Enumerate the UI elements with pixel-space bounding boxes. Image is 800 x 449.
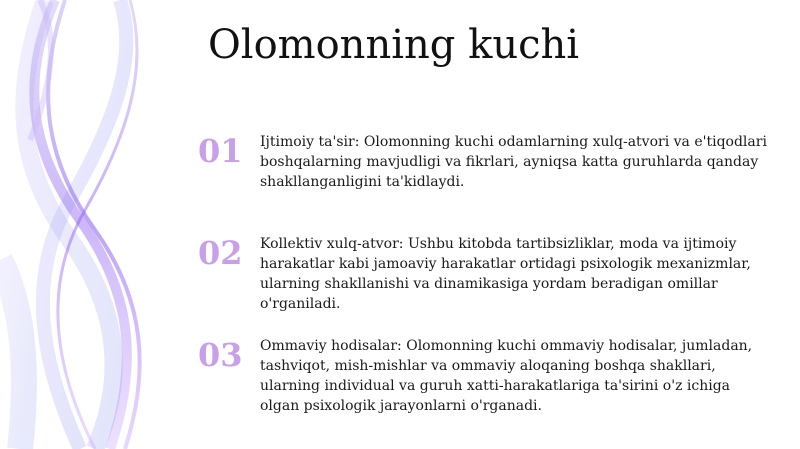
item-text: Kollektiv xulq-atvor: Ushbu kitobda tartibsizliklar, moda va ijtimoiy harakatlar kabi jamoaviy harakatlar ortidagi psixologik mexanizmlar, ularning shakllanishi va dinamikasiga yordam beradigan omillar o'rganiladi. xyxy=(260,236,751,312)
slide-title: Olomonning kuchi xyxy=(208,22,580,68)
item-number: 01 xyxy=(198,132,243,170)
item-number: 03 xyxy=(198,336,243,374)
decorative-wave-ribbon xyxy=(0,0,190,449)
item-text: Ijtimoiy ta'sir: Olomonning kuchi odamlarning xulq-atvori va e'tiqodlari boshqalarning mavjudligi va fikrlari, ayniqsa katta guruhlarda qanday shakllanganligini ta'kidlaydi. xyxy=(260,134,767,190)
item-text: Ommaviy hodisalar: Olomonning kuchi ommaviy hodisalar, jumladan, tashviqot, mish-mishlar va ommaviy aloqaning boshqa shakllari, ularning individual va guruh xatti-harakatlariga ta'sirini o'z ichiga olgan psixologik jarayonlarni o'rganadi. xyxy=(260,338,753,414)
item-number: 02 xyxy=(198,234,243,272)
